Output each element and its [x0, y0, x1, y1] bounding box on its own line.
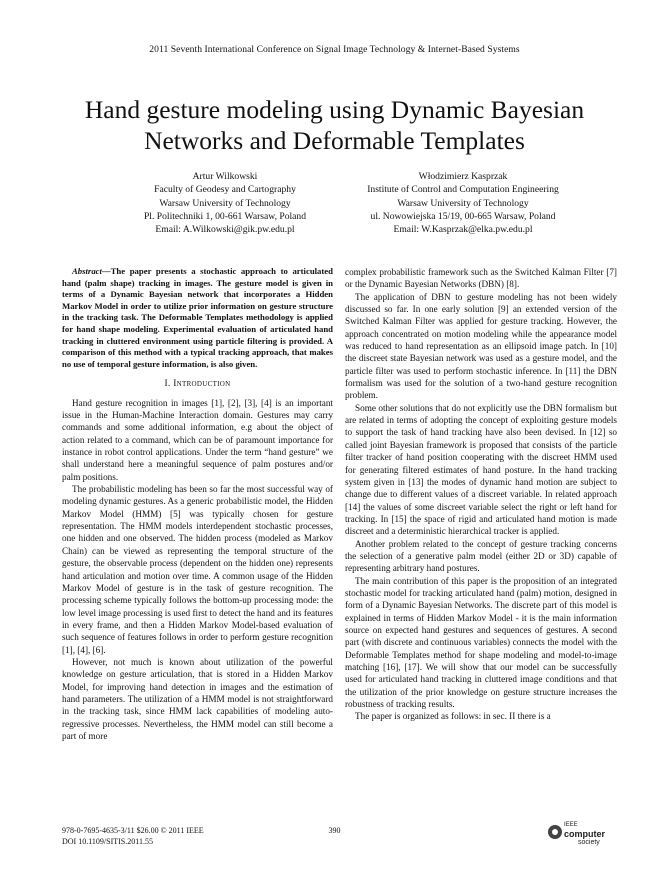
paragraph: Hand gesture recognition in images [1], [2], [3], [4] is an important issue in the Human-Machine Interaction domain. Gestures may carry commands and some additional information, e.g about the object of action related to a command, which can be of paramount importance for instance in robot control applications. Under the term “hand gesture” we shall understand here a meaningful sequence of palm postures and/or palm positions.	[62, 397, 333, 482]
footer-isbn: 978-0-7695-4635-3/11 $26.00 © 2011 IEEE	[62, 826, 204, 835]
paragraph: The paper is organized as follows: in sec. II there is a	[355, 711, 551, 722]
author-block-2	[298, 170, 628, 236]
paragraph: The application of DBN to gesture modeling has not been widely discussed so far. In one early solution [9] an extended version of the Switched Kalman Filter was applied for gesture tracking. However, the approach concentrated on motion modeling while the appearance model was reduced to hand representation as an ellipsoid image patch. In [10] the discreet state Bayesian network was used as a gesture model, and the particle filter was used to perform stochastic inference. In [11] the DBN formalism was used for the solution of a two-hand gesture recognition problem.	[345, 291, 617, 401]
author-university: Warsaw University of Technology	[159, 197, 291, 209]
author-address: ul. Nowowiejska 15/19, 00-665 Warsaw, Poland	[370, 210, 556, 222]
abstract-label: Abstract	[72, 266, 102, 276]
title-line-2: Networks and Deformable Templates	[144, 126, 525, 155]
title-line-1: Hand gesture modeling using Dynamic Bayesian	[84, 95, 585, 124]
paper-title	[20, 94, 649, 156]
right-column	[345, 266, 617, 723]
section-numeral: I.	[164, 379, 171, 390]
paragraph: The probabilistic modeling has been so far the most successful way of modeling dynamic gestures. As a generic probabilistic model, the Hidden Markov Model (HMM) [5] was typically chosen for gesture representation. The HMM models interdependent stochastic processes, one hidden and one observed. The hidden process (modeled as Markov Chain) can be viewed as representing the temporal structure of the gesture, the observable process (dependent on the hidden one) represents hand articulation and motion over time. A common usage of the Hidden Markov Model of gesture is in the task of gesture recognition. The processing scheme typically follows the bottom-up processing mode: the low level image processing is used first to detect the hand and its features in every frame, and then a Hidden Markov Model-based evaluation of such sequence of features follows in order to perform gesture recognition [1], [4], [6].	[62, 484, 333, 655]
logo-globe-icon	[548, 825, 562, 839]
section-heading	[62, 378, 333, 390]
author-university: Warsaw University of Technology	[397, 197, 529, 209]
paragraph: The main contribution of this paper is the proposition of an integrated stochastic model for tracking articulated hand (palm) motion, designed in form of a Dynamic Bayesian Networks. The discrete part of this model is explained in terms of Hidden Markov Model - it is the main information source on expected hand gestures and sequences of gestures. A second part (with discrete and continuous variables) connects the model with the Deformable Templates method for shape modeling and model-to-image matching [16], [17]. We will show that our model can be successfully used for articulated hand tracking in cluttered image conditions and that the utilization of the prior knowledge on gesture structure increases the robustness of tracking results.	[345, 575, 617, 710]
author-address: Pl. Politechniki 1, 00-661 Warsaw, Poland	[143, 210, 307, 222]
page-number: 390	[328, 826, 341, 835]
author-affiliation: Faculty of Geodesy and Cartography	[154, 184, 296, 196]
section-title: Introduction	[173, 379, 231, 390]
computer-society-logo	[548, 822, 620, 846]
paragraph: Some other solutions that do not explicitly use the DBN formalism but are related in terms of adopting the concept of exploiting gesture models to support the task of hand tracking have also been devised. In [12] so called joint Bayesian framework is proposed that consists of the particle filter tracker of hand position cooperating with the discreet HMM used for generating filtered estimates of hand posture. In the hand tracking system given in [13] the modes of dynamic hand motion are subject to change due to different values of a discreet variable. In related approach [14] the values of some discreet variable select the right or left hand for tracking. In [15] the space of rigid and articulated hand motion is made discreet and a deterministic hierarchical tracker is applied.	[345, 402, 617, 537]
logo-ieee: IEEE	[564, 822, 578, 828]
conference-header: 2011 Seventh International Conference on Signal Image Technology & Internet-Based Systems	[149, 44, 520, 55]
footer-doi: DOI 10.1109/SITIS.2011.55	[62, 836, 153, 846]
author-email[interactable]: Email: A.Wilkowski@gik.pw.edu.pl	[155, 224, 295, 236]
author-email[interactable]: Email: W.Kasprzak@elka.pw.edu.pl	[393, 224, 533, 236]
left-column	[62, 266, 333, 742]
paragraph: Another problem related to the concept of gesture tracking concerns the selection of a generative palm model (either 2D or 3D) capable of representing arbitrary hand postures.	[345, 538, 617, 574]
abstract	[62, 266, 333, 370]
author-name: Włodzimierz Kasprzak	[418, 171, 508, 182]
logo-society: society	[578, 838, 600, 846]
paragraph: complex probabilistic framework such as the Switched Kalman Filter [7] or the Dynamic Bayesian Networks (DBN) [8].	[345, 267, 617, 290]
logo-computer: computer	[564, 828, 606, 839]
paragraph: However, not much is known about utilization of the powerful knowledge on gesture articulation, that is stored in a Hidden Markov Model, for improving hand detection in images and the estimation of hand parameters. The utilization of a HMM model is not straightforward in the tracking task, since HMM lack capabilities of modeling auto-regressive processes. Nevertheless, the HMM model can still become a part of more	[62, 656, 333, 741]
abstract-text: —The paper presents a stochastic approach to articulated hand (palm shape) tracking in images. The gesture model is given in terms of a Dynamic Bayesian network that incorporates a Hidden Markov Model in order to utilize prior information on gesture structure in the tracking task. The Deformable Templates methodology is applied for hand shape modeling. Experimental evaluation of articulated hand tracking in cluttered environment using particle filtering is provided. A comparison of this method with a typical tracking approach, that makes no use of temporal gesture information, is also given.	[62, 266, 333, 369]
author-name: Artur Wilkowski	[192, 171, 258, 182]
author-affiliation: Institute of Control and Computation Engineering	[367, 184, 559, 196]
